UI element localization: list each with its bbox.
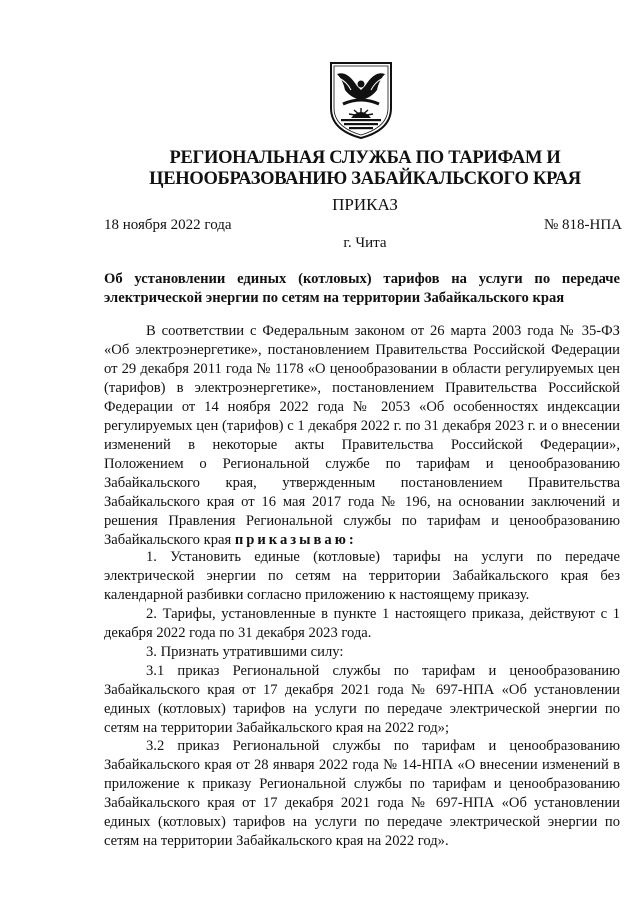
item-3-1: 3.1 приказ Региональной службы по тарифам и ценообразованию Забайкальского края от 17 декабря 2021 года № 697-НПА «Об установлении единых (котловых) тарифов на услуги по передаче электрической энергии по сетям на территории Забайкальского края на 2022 год»; — [104, 663, 620, 736]
agency-name — [100, 148, 630, 190]
item-3-2: 3.2 приказ Региональной службы по тарифам и ценообразованию Забайкальского края от 28 января 2022 года № 14-НПА «О внесении изменений в приложение к приказу Региональной службы по тарифам и ценообразованию Забайкальского края от 17 декабря 2021 года № 697-НПА «Об установлении единых (котловых) тарифов на услуги по передаче электрической энергии по сетям на территории Забайкальского края на 2022 год». — [104, 738, 620, 849]
preamble-paragraph — [104, 322, 620, 550]
order-keyword: приказываю — [234, 532, 349, 548]
document-type: ПРИКАЗ — [332, 195, 398, 214]
document-subject: Об установлении единых (котловых) тарифов на услуги по передаче электрической энергии по сетям на территории Забайкальского края — [104, 271, 620, 306]
document-city: г. Чита — [343, 235, 387, 251]
item-3: 3. Признать утратившими силу: — [146, 644, 344, 660]
agency-name-line-1: РЕГИОНАЛЬНАЯ СЛУЖБА ПО ТАРИФАМ И — [169, 148, 561, 168]
order-colon: : — [348, 532, 354, 548]
preamble-text: В соответствии с Федеральным законом от 26 марта 2003 года № 35-ФЗ «Об электроэнергетике», постановлением Правительства Российской Федерации от 29 декабря 2011 года № 1178 «О ценообразовании в области регулируемых цен (тарифов) в электроэнергетике», постановлением Правительства Российской Федерации от 14 ноября 2022 года № 2053 «Об особенностях индексации регулируемых цен (тарифов) с 1 декабря 2022 г. по 31 декабря 2023 г. и о внесении изменений в некоторые акты Правительства Российской Федерации», Положением о Региональной службе по тарифам и ценообразованию Забайкальского края, утвержденным постановлением Правительства Забайкальского края от 16 мая 2017 года № 196, на основании заключений и решения Правления Региональной службы по тарифам и ценообразованию Забайкальского края — [104, 323, 620, 548]
document-date: 18 ноября 2022 года — [104, 217, 232, 233]
item-1: 1. Установить единые (котловые) тарифы на услуги по передаче электрической энергии по сетям на территории Забайкальского края без календарной разбивки согласно приложению к настоящему приказу. — [104, 549, 620, 603]
agency-name-line-2: ЦЕНООБРАЗОВАНИЮ ЗАБАЙКАЛЬСКОГО КРАЯ — [149, 169, 581, 189]
coat-of-arms-icon — [327, 60, 395, 140]
document-number: № 818-НПА — [543, 217, 622, 233]
item-2: 2. Тарифы, установленные в пункте 1 настоящего приказа, действуют с 1 декабря 2022 года по 31 декабря 2023 года. — [104, 606, 620, 641]
